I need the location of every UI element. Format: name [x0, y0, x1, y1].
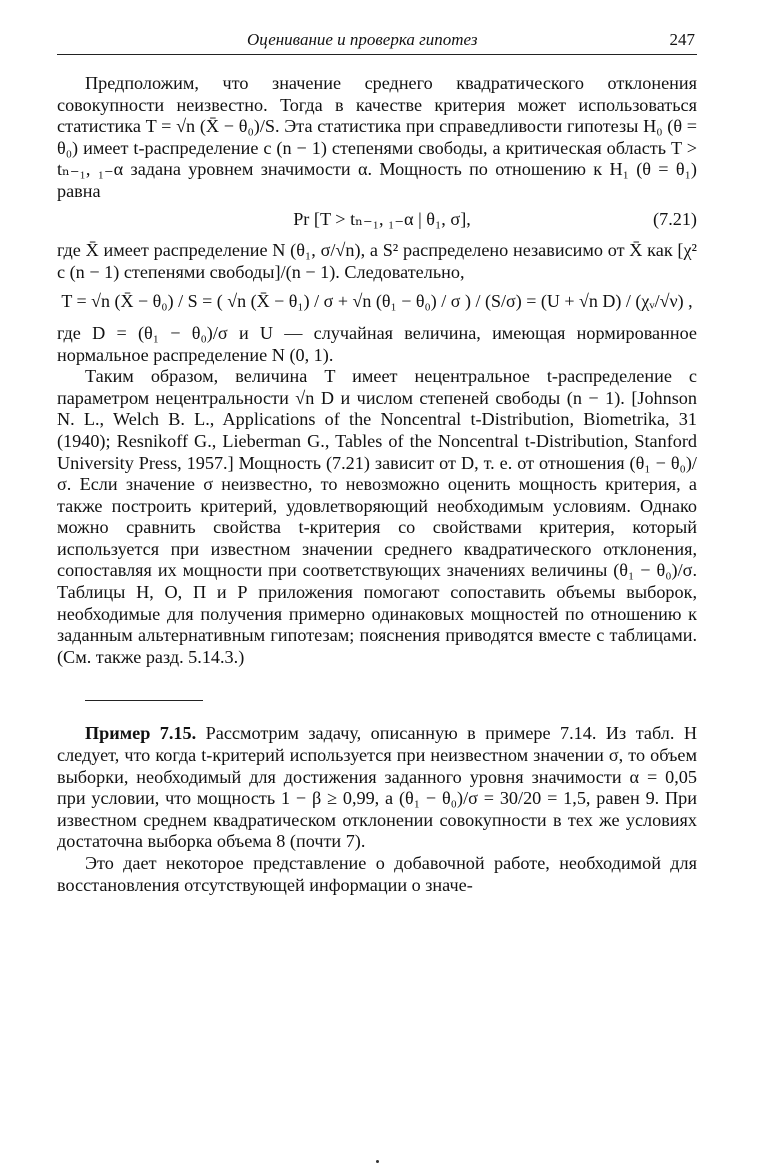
formula-7-21 — [57, 209, 697, 231]
paragraph-1: Предположим, что значение среднего квадратического отклонения совокупности неизвестно. Тогда в качестве критерия может использоваться статистика T = √n (X̄ − θ₀)/S. Эта статистика при справедливости гипотезы H₀ (θ = θ₀) имеет t-распределение с (n − 1) степенями свободы, а критическая область T > tₙ₋₁, ₁₋α задана уровнем значимости α. Мощность по отношению к H₁ (θ = θ₁) равна — [57, 73, 697, 201]
formula-7-21-expression: Pr [T > tₙ₋₁, ₁₋α | θ₁, σ], — [293, 208, 471, 229]
formula-7-21-number: (7.21) — [653, 208, 697, 229]
paragraph-2: где X̄ имеет распределение N (θ₁, σ/√n), а S² распределено независимо от X̄ как [χ² с (n − 1) степенями свободы]/(n − 1). Следовательно, — [57, 240, 697, 282]
example-text: Рассмотрим задачу, описанную в примере 7.14. Из табл. Н следует, что когда t-критерий используется при неизвестном значении σ, то объем выборки, необходимый для достижения заданного уровня значимости α = 0,05 при условии, что мощность 1 − β ≥ 0,99, а (θ₁ − θ₀)/σ = 30/20 = 1,5, равен 9. При известном среднем квадратическом отклонении совокупности в тех же условиях достаточна выборка объема 8 (почти 7). — [57, 723, 697, 852]
formula-t-statistic: T = √n (X̄ − θ₀) / S = ( √n (X̄ − θ₁) / σ + √n (θ₁ − θ₀) / σ ) / (S/σ) = (U + √n D) / (χᵥ/√ν) , — [61, 291, 693, 312]
paragraph-4: Таким образом, величина T имеет нецентральное t-распределение с параметром нецентральности √n D и числом степеней свободы (n − 1). [Johnson N. L., Welch B. L., Applications of the Noncentral t-Distribution, Biometrika, 31 (1940); Resnikoff G., Lieberman G., Tables of the Noncentral t-Distribution, Stanford University Press, 1957.] Мощность (7.21) зависит от D, т. е. от отношения (θ₁ − θ₀)/σ. Если значение σ неизвестно, то невозможно оценить мощность критерия, а также построить критерий, удовлетворяющий необходимым условиям. Однако можно сравнить свойства t-критерия со свойствами критерия, который используется при известном значении среднего квадратического отклонения, сопоставляя их мощности при соответствующих значениях величины (θ₁ − θ₀)/σ. Таблицы Н, О, П и Р приложения помогают сопоставить объемы выборок, необходимые для получения примерно одинаковых мощностей по отношению к заданным альтернативным гипотезам; пояснения приводятся вместе с таблицами. (См. также разд. 5.14.3.) — [57, 366, 697, 667]
section-separator — [85, 700, 203, 701]
running-title: Оценивание и проверка гипотез — [247, 30, 478, 49]
book-page — [57, 30, 697, 896]
page-number: 247 — [669, 30, 695, 49]
example-label: Пример 7.15. — [85, 723, 197, 744]
paragraph-3: где D = (θ₁ − θ₀)/σ и U — случайная величина, имеющая нормированное нормальное распределение N (0, 1). — [57, 322, 697, 365]
paragraph-last: Это дает некоторое представление о добавочной работе, необходимой для восстановления отсутствующей информации о значе- — [57, 853, 697, 895]
running-header — [57, 30, 697, 55]
print-speck — [376, 1160, 379, 1163]
main-text — [57, 73, 697, 896]
example-7-15 — [57, 723, 697, 853]
